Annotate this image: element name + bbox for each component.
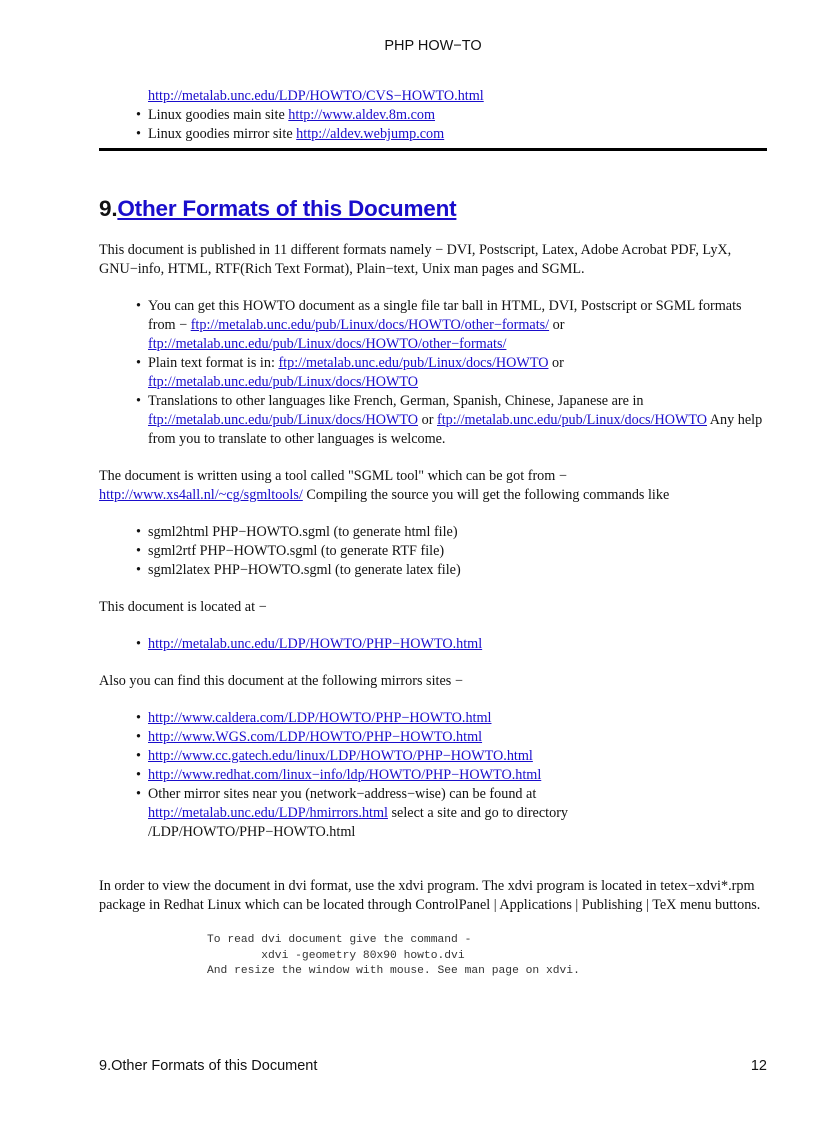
mirror-link-redhat[interactable]: http://www.redhat.com/linux−info/ldp/HOWTO/PHP−HOWTO.html [148, 767, 542, 783]
previous-section-tail [99, 87, 779, 144]
dvi-paragraph: In order to view the document in dvi format, use the xdvi program. The xdvi program is located in tetex−xdvi*.rpm package in Redhat Linux which can be located through ControlPanel | Applications | Publishing | TeX menu buttons. [99, 878, 761, 913]
list-item [136, 635, 769, 654]
list-item [136, 728, 769, 747]
location-paragraph: This document is located at − [99, 599, 267, 615]
list-item: • sgml2rtf PHP−HOWTO.sgml (to generate RTF file) [136, 542, 769, 561]
list-item: • sgml2latex PHP−HOWTO.sgml (to generate latex file) [136, 561, 769, 580]
section-body [99, 241, 769, 980]
cvs-howto-link[interactable]: http://metalab.unc.edu/LDP/HOWTO/CVS−HOWTO.html [148, 88, 484, 104]
sgml-paragraph: The document is written using a tool called "SGML tool" which can be got from − http://www.xs4all.nl/~cg/sgmltools/ Compiling the source you will get the following commands like [99, 468, 670, 503]
plain-text-link-2[interactable]: ftp://metalab.unc.edu/pub/Linux/docs/HOWTO [148, 374, 419, 390]
section-divider [99, 148, 767, 151]
running-header: PHP HOW−TO [384, 38, 482, 54]
mirrors-paragraph: Also you can find this document at the following mirrors sites − [99, 673, 463, 689]
other-formats-link[interactable]: ftp://metalab.unc.edu/pub/Linux/docs/HOWTO/other−formats/ [190, 317, 550, 333]
mirror-link-wgs[interactable]: http://www.WGS.com/LDP/HOWTO/PHP−HOWTO.html [148, 729, 483, 745]
list-item: • sgml2html PHP−HOWTO.sgml (to generate html file) [136, 523, 769, 542]
list-item: • Linux goodies mirror site http://aldev.webjump.com [136, 125, 779, 144]
formats-list [99, 297, 769, 449]
commands-list [99, 523, 769, 580]
goodies-mirror-link[interactable]: http://aldev.webjump.com [296, 126, 445, 142]
other-formats-link-2[interactable]: ftp://metalab.unc.edu/pub/Linux/docs/HOWTO/other−formats/ [148, 336, 507, 352]
list-item: • Linux goodies main site http://www.aldev.8m.com [136, 106, 779, 125]
plain-text-link[interactable]: ftp://metalab.unc.edu/pub/Linux/docs/HOWTO [278, 355, 549, 371]
php-howto-link[interactable]: http://metalab.unc.edu/LDP/HOWTO/PHP−HOWTO.html [148, 636, 483, 652]
list-item: • You can get this HOWTO document as a single file tar ball in HTML, DVI, Postscript or SGML formats from − ftp://metalab.unc.edu/pub/Linux/docs/HOWTO/other−formats/ or ftp://metalab.unc.edu/pub/Linux/docs/HOWTO/other−formats/ [136, 297, 769, 354]
intro-paragraph: This document is published in 11 different formats namely − DVI, Postscript, Latex, Adobe Acrobat PDF, LyX, GNU−info, HTML, RTF(Rich Text Format), Plain−text, Unix man pages and SGML. [99, 242, 732, 277]
list-item: • Plain text format is in: ftp://metalab.unc.edu/pub/Linux/docs/HOWTO or ftp://metalab.unc.edu/pub/Linux/docs/HOWTO [136, 354, 769, 392]
mirror-link-gatech[interactable]: http://www.cc.gatech.edu/linux/LDP/HOWTO/PHP−HOWTO.html [148, 748, 533, 764]
translations-link-2[interactable]: ftp://metalab.unc.edu/pub/Linux/docs/HOWTO [436, 412, 708, 428]
section-heading: 9.Other Formats of this Document [99, 196, 457, 221]
list-item [136, 747, 769, 766]
goodies-main-link[interactable]: http://www.aldev.8m.com [288, 107, 436, 123]
hmirrors-link[interactable]: http://metalab.unc.edu/LDP/hmirrors.html [148, 805, 388, 821]
goodies-list [99, 106, 779, 144]
mirrors-list [99, 709, 769, 842]
list-item [136, 766, 769, 785]
list-item: • Other mirror sites near you (network−address−wise) can be found at http://metalab.unc.edu/LDP/hmirrors.html select a site and go to directory /LDP/HOWTO/PHP−HOWTO.html [136, 785, 769, 842]
sgmltools-link[interactable]: http://www.xs4all.nl/~cg/sgmltools/ [99, 487, 303, 503]
translations-link[interactable]: ftp://metalab.unc.edu/pub/Linux/docs/HOWTO [148, 412, 419, 428]
footer-section-title: 9.Other Formats of this Document [99, 1058, 318, 1074]
code-block: To read dvi document give the command - xdvi -geometry 80x90 howto.dvi And resize the window with mouse. See man page on xdvi. [207, 934, 580, 977]
location-list [99, 635, 769, 654]
page-number: 12 [750, 1058, 767, 1074]
section-title-link[interactable]: Other Formats of this Document [117, 196, 457, 221]
mirror-link-caldera[interactable]: http://www.caldera.com/LDP/HOWTO/PHP−HOWTO.html [148, 710, 492, 726]
list-item [136, 709, 769, 728]
list-item: • Translations to other languages like French, German, Spanish, Chinese, Japanese are in ftp://metalab.unc.edu/pub/Linux/docs/HOWTO or ftp://metalab.unc.edu/pub/Linux/docs/HOWTO Any help from you to translate to other languages is welcome. [136, 392, 769, 449]
